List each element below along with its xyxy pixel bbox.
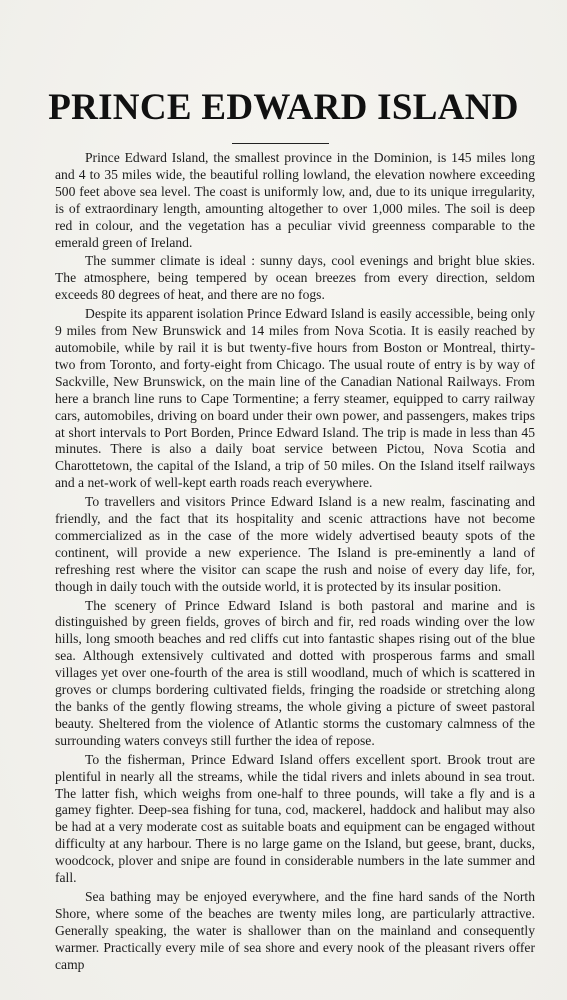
- paragraph: The summer climate is ideal : sunny days, cool evenings and bright blue skies. The atmosphere, being tempered by ocean breezes from every direction, seldom exceeds 80 degrees of heat, and there are no fogs.: [55, 253, 535, 303]
- paragraph: Prince Edward Island, the smallest province in the Dominion, is 145 miles long and 4 to 35 miles wide, the beautiful rolling lowland, the elevation nowhere exceeding 500 feet above sea level. The coast is uniformly low, and, due to its unique irregularity, is of extraordinary length, amounting altogether to over 1,000 miles. The soil is deep red in colour, and the vegetation has a peculiar vivid greenness comparable to the emerald green of Ireland.: [55, 150, 535, 250]
- paragraph: The scenery of Prince Edward Island is both pastoral and marine and is distinguished by green fields, groves of birch and fir, red roads winding over the low hills, long smooth beaches and red cliffs cut into fantastic shapes rising out of the blue sea. Although extensively cultivated and dotted with prosperous farms and small villages yet over one-fourth of the area is still woodland, much of which is scattered in groves or clumps bordering cultivated fields, fringing the roadside or stretching along the banks of the gently flowing streams, the whole giving a picture of sweet pastoral beauty. Sheltered from the violence of Atlantic storms the customary calmness of the surrounding waters conveys still further the idea of repose.: [55, 597, 535, 748]
- paragraph: To the fisherman, Prince Edward Island offers excellent sport. Brook trout are plentiful in nearly all the streams, while the tidal rivers and inlets abound in sea trout. The latter fish, which weighs from one-half to three pounds, will take a fly and is a gamey fighter. Deep-sea fishing for tuna, cod, mackerel, haddock and halibut may also be had at a very moderate cost as suitable boats and equipment can be engaged without difficulty at any harbour. There is no large game on the Island, but geese, brant, ducks, woodcock, plover and snipe are found in considerable numbers in the late summer and fall.: [55, 751, 535, 886]
- paragraph: To travellers and visitors Prince Edward Island is a new realm, fascinating and friendly, and the fact that its hospitality and scenic attractions have not become commercialized as in the case of the more widely advertised beauty spots of the continent, will provide a new experience. The Island is pre-eminently a land of refreshing rest where the visitor can scape the rush and noise of every day life, for, though in daily touch with the outside world, it is protected by its insular position.: [55, 494, 535, 594]
- paragraph: Sea bathing may be enjoyed everywhere, and the fine hard sands of the North Shore, where some of the beaches are twenty miles long, are particularly attractive. Generally speaking, the water is shallower than on the mainland and consequently warmer. Practically every mile of sea shore and every nook of the pleasant rivers offer camp: [55, 888, 535, 972]
- paragraph: Despite its apparent isolation Prince Edward Island is easily accessible, being only 9 miles from New Brunswick and 14 miles from Nova Scotia. It is easily reached by automobile, while by rail it is but twenty-five hours from Boston or Montreal, thirty-two from Toronto, and forty-eight from Chicago. The usual route of entry is by way of Sackville, New Brunswick, on the main line of the Canadian National Railways. From here a branch line runs to Cape Tormentine; a ferry steamer, equipped to carry railway cars, automobiles, driving on board under their own power, and passengers, makes trips at short intervals to Port Borden, Prince Edward Island. The trip is made in less than 45 minutes. There is also a daily boat service between Pictou, Nova Scotia and Charottetown, the capital of the Island, a trip of 50 miles. On the Island itself railways and a net-work of well-kept earth roads reach everywhere.: [55, 306, 535, 491]
- title-divider: [232, 143, 329, 144]
- article-body: [55, 150, 535, 976]
- page-title: PRINCE EDWARD ISLAND: [48, 87, 519, 128]
